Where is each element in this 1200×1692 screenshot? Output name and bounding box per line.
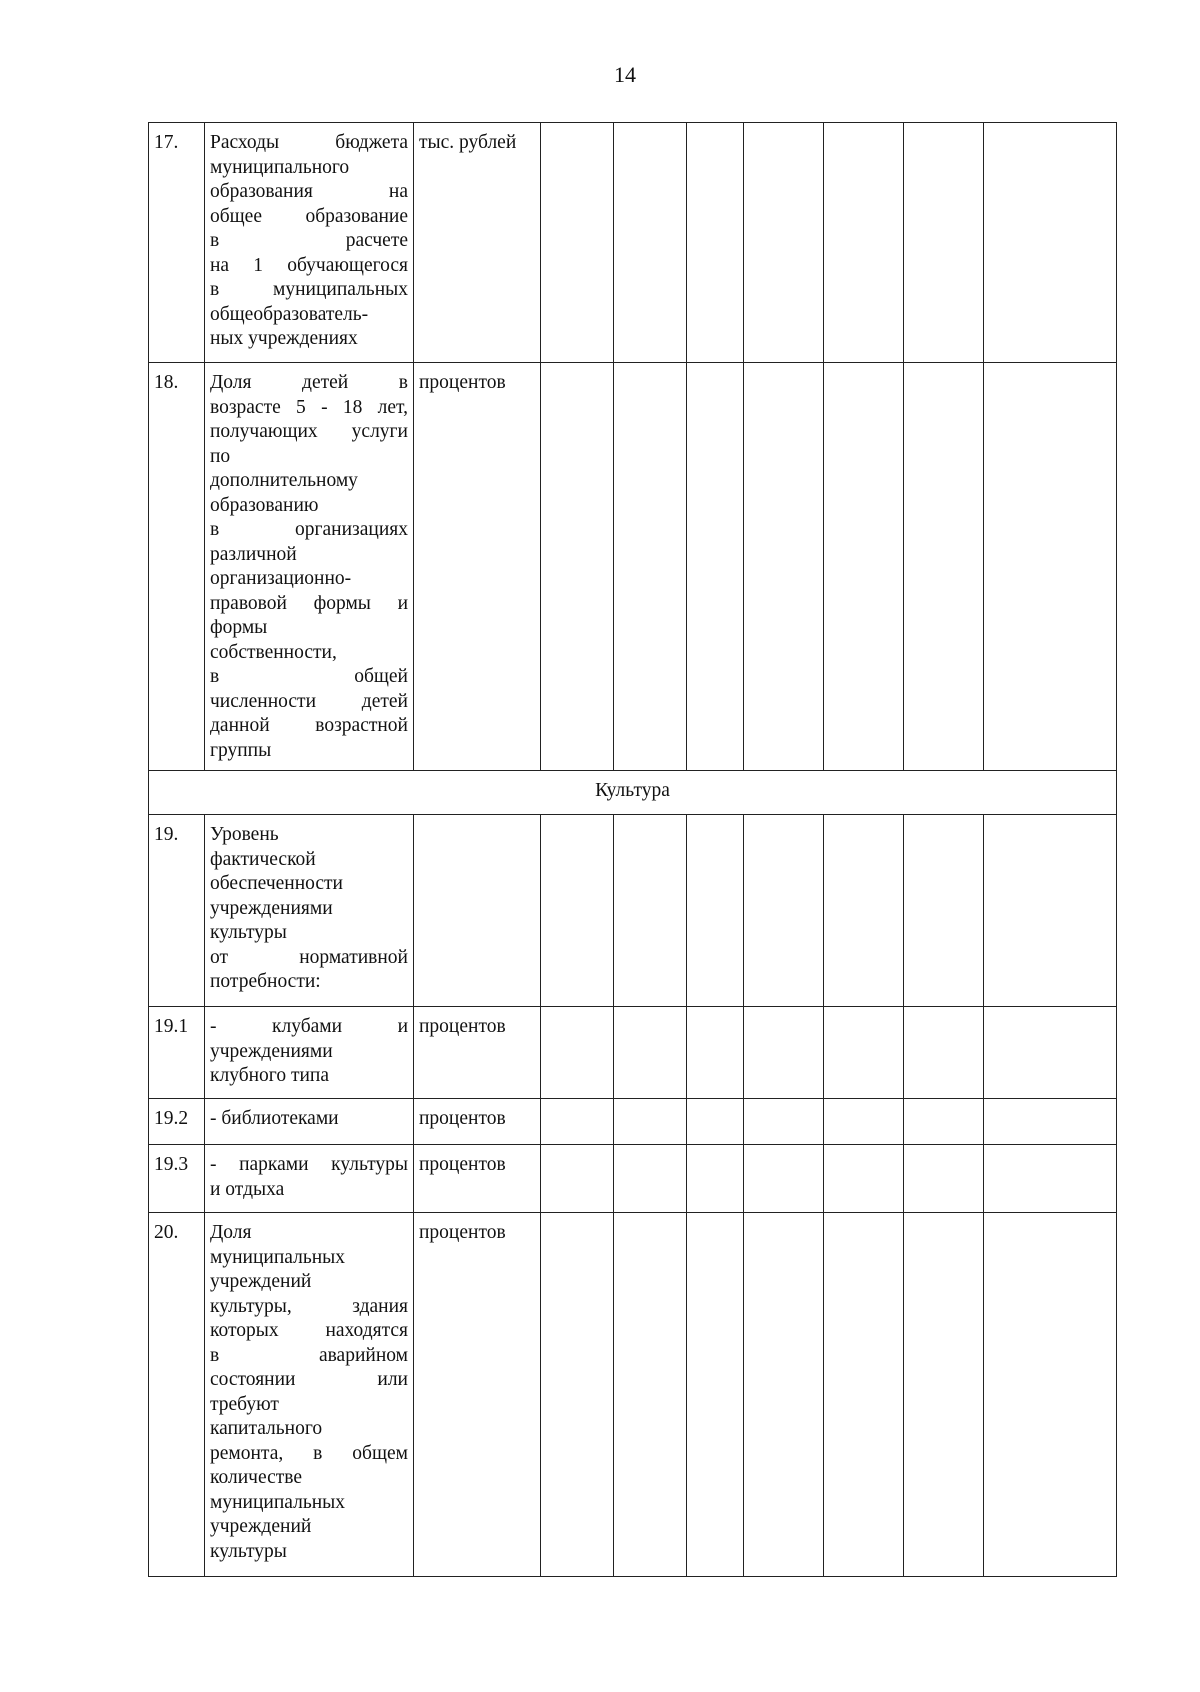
indicator-name-line: собственности, (210, 641, 337, 663)
indicator-name-line (210, 1344, 408, 1369)
indicator-name-line: формы (210, 617, 268, 638)
indicator-name-line (210, 1295, 408, 1320)
value-cell (904, 1213, 984, 1577)
value-cell (687, 815, 744, 1007)
indicator-name-line (210, 131, 408, 156)
value-cell (824, 1099, 904, 1145)
section-title: Культура (149, 771, 1117, 815)
table-row (149, 1007, 1117, 1099)
word: получающих (210, 421, 318, 442)
value-cell (824, 123, 904, 363)
value-cell (984, 815, 1117, 1007)
word: - (210, 1016, 217, 1037)
indicator-name-line: учреждениями (210, 897, 333, 919)
word: бюджета (335, 132, 408, 153)
value-cell (614, 123, 687, 363)
indicator-name-line (210, 1015, 408, 1040)
value-cell (614, 815, 687, 1007)
indicator-name-line: дополнительному (210, 470, 358, 491)
indicator-name-line (210, 1153, 408, 1178)
indicator-name-line: обеспеченности (210, 873, 343, 894)
word: в (210, 519, 220, 540)
word: муниципальных (272, 279, 408, 300)
table-body (149, 123, 1117, 1577)
word: Расходы (210, 132, 280, 153)
indicator-name-line: муниципальных (210, 1246, 346, 1268)
indicator-name-line (210, 1368, 408, 1393)
value-cell (904, 1099, 984, 1145)
word: находятся (325, 1320, 408, 1341)
value-cell (824, 815, 904, 1007)
word: образование (305, 205, 408, 227)
word: 5 (296, 396, 306, 418)
word: ремонта, (210, 1442, 284, 1464)
indicator-name-line (210, 278, 408, 303)
indicator-name-line: группы (210, 739, 272, 761)
value-cell (984, 1213, 1117, 1577)
value-cell (904, 363, 984, 771)
word: в (313, 1442, 323, 1464)
word: лет, (377, 396, 408, 418)
indicator-name-line (210, 180, 408, 205)
word: или (377, 1369, 408, 1390)
value-cell (744, 363, 824, 771)
indicator-name (205, 123, 414, 363)
indicator-name-line: фактической (210, 848, 316, 870)
value-cell (824, 1007, 904, 1099)
value-cell (541, 1099, 614, 1145)
word: Доля (210, 372, 252, 393)
word: от (210, 946, 229, 968)
indicator-name-line (210, 229, 408, 254)
word: - (321, 396, 328, 418)
value-cell (984, 123, 1117, 363)
word: организациях (295, 519, 408, 540)
indicator-name-line: требуют (210, 1393, 279, 1415)
indicator-name-line: организационно- (210, 568, 352, 589)
word: в (210, 230, 220, 251)
row-number: 19.3 (149, 1145, 205, 1213)
indicator-name-line: учреждений (210, 1271, 312, 1292)
value-cell (744, 1099, 824, 1145)
value-cell (687, 1213, 744, 1577)
word: обучающегося (287, 254, 408, 276)
value-cell (614, 1007, 687, 1099)
word: общем (352, 1442, 408, 1464)
indicator-name-line: различной (210, 543, 297, 565)
indicator-name-line: учреждениями (210, 1040, 333, 1062)
row-number: 20. (149, 1213, 205, 1577)
word: общей (354, 666, 408, 687)
indicator-name-line: Уровень (210, 824, 279, 845)
value-cell (541, 1145, 614, 1213)
indicator-name-line (210, 254, 408, 279)
value-cell (984, 1099, 1117, 1145)
word: здания (352, 1295, 408, 1317)
indicator-name-line: клубного типа (210, 1065, 329, 1086)
word: в (398, 372, 408, 393)
value-cell (904, 123, 984, 363)
indicator-name-line (210, 592, 408, 617)
indicator-name-line: и отдыха (210, 1178, 285, 1200)
word: детей (302, 372, 349, 393)
value-cell (541, 1213, 614, 1577)
word: в (210, 1344, 220, 1366)
indicator-name-line (210, 946, 408, 971)
word: 1 (253, 254, 264, 276)
indicator-name-line (210, 518, 408, 543)
value-cell (614, 1213, 687, 1577)
indicator-name-line (210, 420, 408, 445)
word: услуги (351, 421, 408, 442)
table-row (149, 815, 1117, 1007)
indicator-name-line: культуры (210, 922, 287, 943)
word: и (397, 1016, 408, 1037)
value-cell (904, 1145, 984, 1213)
value-cell (614, 363, 687, 771)
indicator-name (205, 1145, 414, 1213)
word: расчете (345, 230, 408, 251)
indicator-name-line: количестве (210, 1467, 303, 1488)
word: состоянии (210, 1369, 296, 1390)
indicator-name-line (210, 690, 408, 715)
word: которых (210, 1320, 279, 1341)
indicator-name-line: по (210, 445, 231, 467)
indicator-name-line: - библиотеками (210, 1108, 339, 1129)
value-cell (687, 123, 744, 363)
table-row (149, 1213, 1117, 1577)
unit-cell: процентов (414, 1099, 541, 1145)
value-cell (984, 1145, 1117, 1213)
indicator-name (205, 1099, 414, 1145)
indicator-name-line: капитального (210, 1418, 323, 1439)
row-number: 17. (149, 123, 205, 363)
value-cell (904, 1007, 984, 1099)
table-row (149, 363, 1117, 771)
word: культуры, (210, 1295, 292, 1317)
value-cell (984, 363, 1117, 771)
value-cell (744, 1007, 824, 1099)
indicator-name (205, 1007, 414, 1099)
indicator-name-line (210, 1442, 408, 1467)
value-cell (687, 1099, 744, 1145)
word: возрастной (315, 715, 408, 736)
unit-cell: процентов (414, 1213, 541, 1577)
row-number: 19.2 (149, 1099, 205, 1145)
indicator-name-line: общеобразователь- (210, 303, 369, 325)
indicator-name-line (210, 714, 408, 739)
word: - (210, 1154, 217, 1175)
value-cell (541, 815, 614, 1007)
word: 18 (342, 396, 363, 418)
word: возрасте (210, 396, 281, 418)
unit-cell: процентов (414, 1007, 541, 1099)
value-cell (541, 363, 614, 771)
word: общее (210, 205, 262, 227)
value-cell (824, 1213, 904, 1577)
word: и (397, 592, 408, 614)
unit-cell: тыс. рублей (414, 123, 541, 363)
word: клубами (272, 1016, 343, 1037)
value-cell (614, 1099, 687, 1145)
indicator-name-line (210, 205, 408, 230)
indicator-name-line: ных учреждениях (210, 328, 358, 349)
word: парками (239, 1154, 309, 1175)
row-number: 18. (149, 363, 205, 771)
value-cell (744, 1145, 824, 1213)
indicator-name (205, 363, 414, 771)
indicator-name-line (210, 1319, 408, 1344)
word: правовой (210, 592, 287, 614)
row-number: 19. (149, 815, 205, 1007)
indicator-name-line: потребности: (210, 971, 321, 992)
value-cell (744, 123, 824, 363)
table-row (149, 1145, 1117, 1213)
word: детей (361, 690, 408, 712)
word: в (210, 279, 220, 300)
indicator-name-line: культуры (210, 1540, 287, 1562)
value-cell (824, 363, 904, 771)
indicator-name-line (210, 665, 408, 690)
word: образования (210, 181, 313, 202)
value-cell (687, 1007, 744, 1099)
table-row (149, 123, 1117, 363)
value-cell (687, 363, 744, 771)
value-cell (904, 815, 984, 1007)
word: данной (210, 715, 270, 736)
unit-cell (414, 815, 541, 1007)
indicator-name-line (210, 371, 408, 396)
indicators-table (148, 122, 1117, 1577)
word: на (388, 181, 408, 202)
value-cell (744, 1213, 824, 1577)
indicator-name-line: муниципального (210, 156, 350, 178)
word: в (210, 666, 220, 687)
indicator-name (205, 1213, 414, 1577)
table-row (149, 1099, 1117, 1145)
word: нормативной (299, 946, 408, 968)
indicator-name-line (210, 396, 408, 421)
word: культуры (331, 1154, 408, 1175)
unit-cell: процентов (414, 363, 541, 771)
value-cell (744, 815, 824, 1007)
value-cell (984, 1007, 1117, 1099)
section-row (149, 771, 1117, 815)
page-number: 14 (614, 62, 636, 87)
word: формы (313, 592, 371, 614)
indicator-name-line: учреждений (210, 1516, 312, 1537)
value-cell (824, 1145, 904, 1213)
indicator-name-line: Доля (210, 1222, 252, 1243)
indicator-name-line: образованию (210, 494, 319, 516)
unit-cell: процентов (414, 1145, 541, 1213)
row-number: 19.1 (149, 1007, 205, 1099)
value-cell (541, 1007, 614, 1099)
word: численности (210, 690, 317, 712)
word: на (210, 254, 230, 276)
value-cell (541, 123, 614, 363)
indicator-name (205, 815, 414, 1007)
value-cell (614, 1145, 687, 1213)
indicator-name-line: муниципальных (210, 1491, 346, 1513)
value-cell (687, 1145, 744, 1213)
word: аварийном (318, 1344, 408, 1366)
